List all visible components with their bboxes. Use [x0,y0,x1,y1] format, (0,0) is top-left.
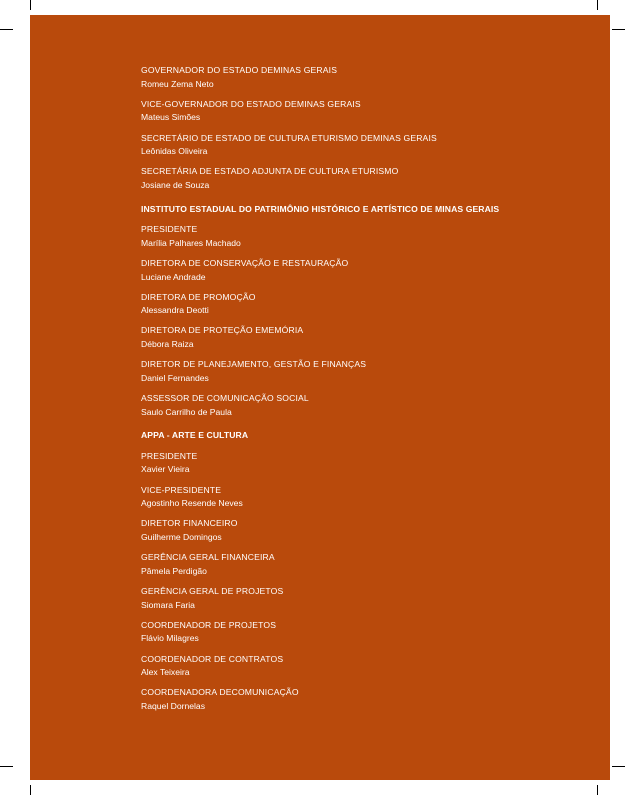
credit-role: SECRETÁRIO DE ESTADO DE CULTURA ETURISMO DEMINAS GERAIS [141,132,437,143]
credit-name: Siomara Faria [141,599,195,610]
credits-page [30,15,610,780]
credit-role: COORDENADOR DE CONTRATOS [141,653,284,664]
credit-role: GERÊNCIA GERAL FINANCEIRA [141,552,275,563]
credit-entry [141,551,601,578]
crop-mark-bottom-left-v [30,785,31,795]
credit-role: DIRETORA DE PROMOÇÃO [141,291,256,302]
credit-entry [141,291,601,318]
credit-entry [141,165,601,192]
credit-role: VICE-GOVERNADOR DO ESTADO DEMINAS GERAIS [141,98,361,109]
credit-role: SECRETÁRIA DE ESTADO ADJUNTA DE CULTURA ETURISMO [141,166,399,177]
credit-role: PRESIDENTE [141,450,198,461]
credit-name: Mateus Simões [141,112,201,123]
credit-role: PRESIDENTE [141,224,198,235]
crop-mark-bottom-right-h [612,766,625,767]
credit-entry [141,619,601,646]
credit-name: Xavier Vieira [141,464,190,475]
credit-role: DIRETORA DE CONSERVAÇÃO E RESTAURAÇÃO [141,257,349,268]
credit-name: Luciane Andrade [141,271,206,282]
credit-entry [141,257,601,284]
credit-name: Raquel Dornelas [141,700,206,711]
government-section [141,64,601,193]
credit-entry [141,484,601,511]
credit-entry [141,98,601,125]
credit-name: Débora Raiza [141,339,194,350]
credit-entry [141,324,601,351]
credit-role: GOVERNADOR DO ESTADO DEMINAS GERAIS [141,65,338,75]
credit-name: Saulo Carrilho de Paula [141,406,232,417]
credit-role: GERÊNCIA GERAL DE PROJETOS [141,585,284,596]
credit-entry [141,686,601,713]
crop-mark-top-left-h [0,29,13,30]
iepha-section [141,203,601,420]
crop-mark-top-right-v [597,0,598,10]
credit-role: DIRETOR FINANCEIRO [141,518,238,529]
credit-name: Agostinho Resende Neves [141,498,243,509]
crop-mark-top-left-v [30,0,31,10]
credit-entry [141,132,601,159]
credit-entry [141,517,601,544]
credit-role: DIRETOR DE PLANEJAMENTO, GESTÃO E FINANÇAS [141,359,367,370]
credit-name: Guilherme Domingos [141,531,222,542]
credit-name: Josiane de Souza [141,179,210,190]
appa-section [141,429,601,713]
section-heading: INSTITUTO ESTADUAL DO PATRIMÔNIO HISTÓRICO E ARTÍSTICO DE MINAS GERAIS [141,203,500,214]
credit-name: Daniel Fernandes [141,372,209,383]
credit-entry [141,450,601,477]
credit-name: Marília Palhares Machado [141,237,241,248]
credits-content [141,64,601,720]
credit-name: Leônidas Oliveira [141,146,208,157]
credit-name: Alex Teixeira [141,667,190,678]
credit-entry [141,223,601,250]
section-heading: APPA - ARTE E CULTURA [141,430,249,441]
credit-role: VICE-PRESIDENTE [141,484,222,495]
credit-role: DIRETORA DE PROTEÇÃO EMEMÓRIA [141,325,304,336]
crop-mark-top-right-h [612,29,625,30]
credit-entry [141,358,601,385]
credit-role: COORDENADORA DECOMUNICAÇÃO [141,687,299,698]
credit-entry [141,392,601,419]
credit-name: Alessandra Deotti [141,305,209,316]
credit-name: Flávio Milagres [141,633,199,644]
credit-name: Romeu Zema Neto [141,78,214,89]
crop-mark-bottom-left-h [0,766,13,767]
credit-name: Pâmela Perdigão [141,565,207,576]
credit-entry [141,585,601,612]
credit-entry [141,653,601,680]
crop-mark-bottom-right-v [597,785,598,795]
credit-role: ASSESSOR DE COMUNICAÇÃO SOCIAL [141,393,309,404]
credit-role: COORDENADOR DE PROJETOS [141,619,277,630]
credit-entry [141,64,601,91]
